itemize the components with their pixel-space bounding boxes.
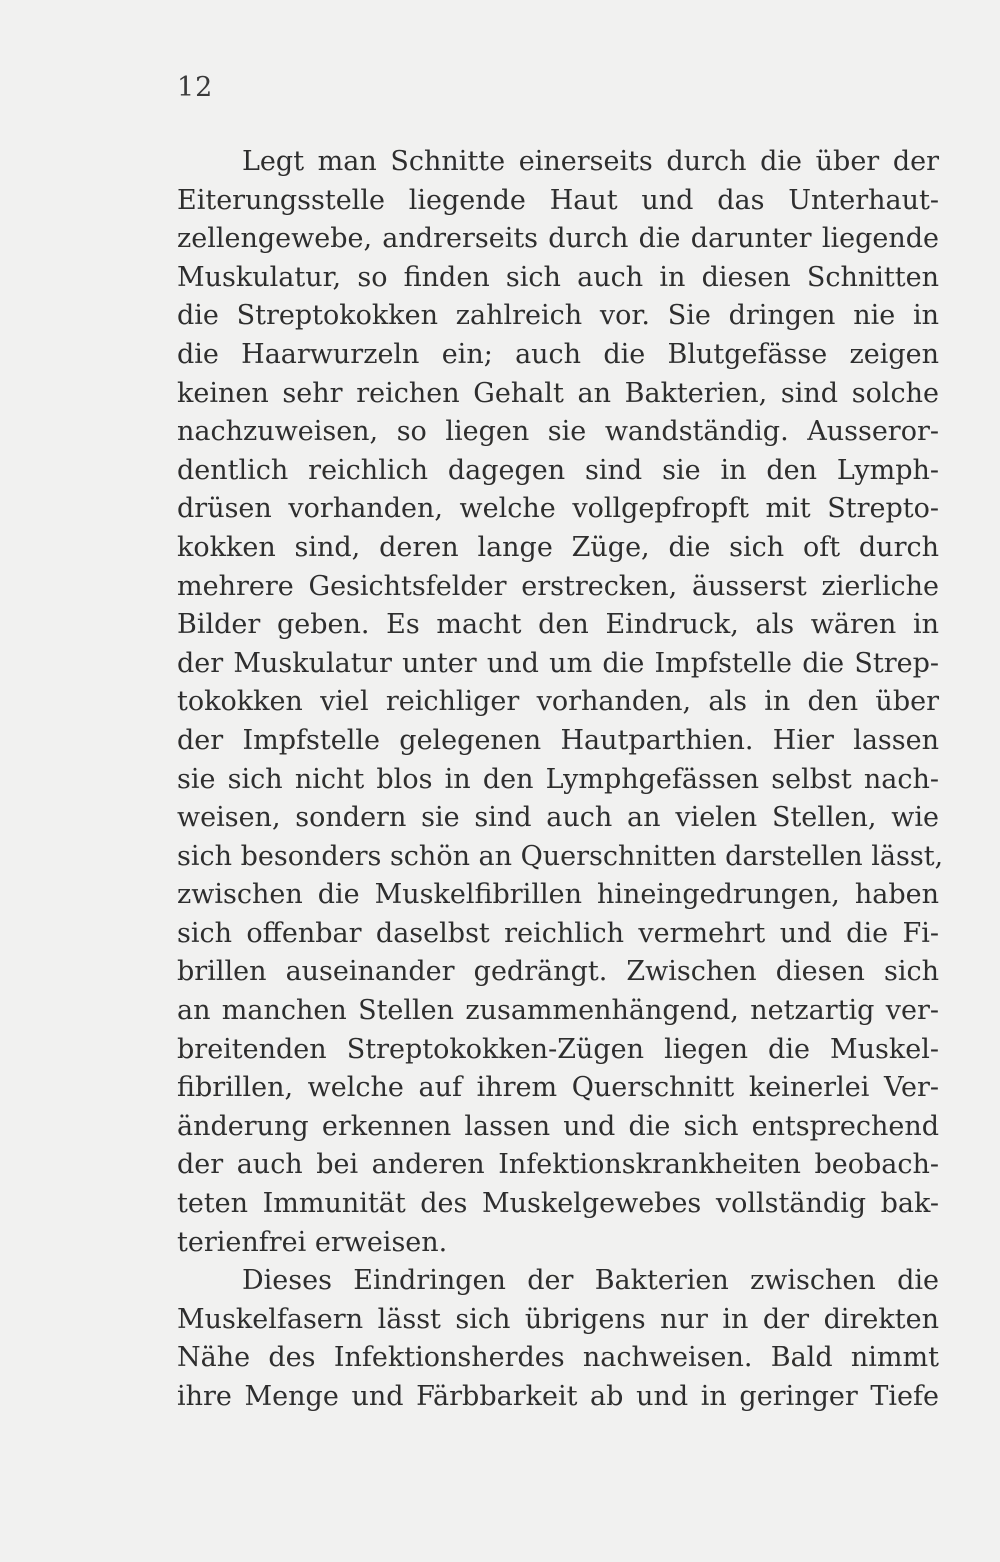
- text-line: drüsen vorhanden, welche vollgepfropft mit Strepto-: [177, 493, 939, 525]
- text-line: die Haarwurzeln ein; auch die Blutgefässe zeigen: [177, 338, 939, 370]
- text-line: sie sich nicht blos in den Lymphgefässen selbst nach-: [177, 763, 939, 795]
- text-line: die Streptokokken zahlreich vor. Sie dringen nie in: [177, 300, 939, 332]
- text-line: sich offenbar daselbst reichlich vermehrt und die Fi-: [177, 917, 939, 949]
- text-line: weisen, sondern sie sind auch an vielen Stellen, wie: [177, 802, 939, 834]
- page-number: 12: [177, 72, 214, 103]
- text-line: Eiterungsstelle liegende Haut und das Unterhaut-: [177, 184, 939, 216]
- text-line: Bilder geben. Es macht den Eindruck, als wären in: [177, 609, 939, 641]
- text-line: ihre Menge und Färbbarkeit ab und in geringer Tiefe: [177, 1381, 939, 1412]
- text-line: an manchen Stellen zusammenhängend, netzartig ver-: [177, 995, 939, 1027]
- text-line: tokokken viel reichliger vorhanden, als in den über: [177, 686, 939, 718]
- body-text: [177, 143, 944, 1417]
- text-line: sich besonders schön an Querschnitten darstellen lässt,: [177, 840, 944, 872]
- text-line: dentlich reichlich dagegen sind sie in den Lymph-: [177, 454, 939, 486]
- text-line: der Muskulatur unter und um die Impfstelle die Strep-: [177, 647, 939, 679]
- text-line: Nähe des Infektionsherdes nachweisen. Bald nimmt: [177, 1342, 939, 1374]
- text-line: brillen auseinander gedrängt. Zwischen diesen sich: [177, 956, 939, 988]
- text-line: mehrere Gesichtsfelder erstrecken, äusserst zierliche: [177, 570, 939, 602]
- text-line: kokken sind, deren lange Züge, die sich oft durch: [177, 531, 939, 563]
- text-line: terienfrei erweisen.: [177, 1226, 448, 1258]
- text-line: nachzuweisen, so liegen sie wandständig. Ausseror-: [177, 416, 939, 448]
- text-line: Legt man Schnitte einerseits durch die über der: [242, 146, 939, 177]
- text-line: Muskelfasern lässt sich übrigens nur in der direkten: [177, 1303, 939, 1335]
- text-line: der Impfstelle gelegenen Hautparthien. Hier lassen: [177, 724, 939, 756]
- text-line: keinen sehr reichen Gehalt an Bakterien, sind solche: [177, 377, 939, 409]
- text-line: Muskulatur, so finden sich auch in diesen Schnitten: [177, 261, 939, 293]
- text-line: fibrillen, welche auf ihrem Querschnitt keinerlei Ver-: [177, 1072, 939, 1104]
- text-line: änderung erkennen lassen und die sich entsprechend: [177, 1110, 939, 1142]
- text-line: der auch bei anderen Infektionskrankheiten beobach-: [177, 1149, 939, 1181]
- text-line: Dieses Eindringen der Bakterien zwischen die: [242, 1265, 939, 1297]
- text-line: zellengewebe, andrerseits durch die darunter liegende: [177, 223, 939, 255]
- text-line: teten Immunität des Muskelgewebes vollständig bak-: [177, 1188, 939, 1220]
- text-line: zwischen die Muskelfibrillen hineingedrungen, haben: [177, 879, 939, 911]
- text-line: breitenden Streptokokken-Zügen liegen die Muskel-: [177, 1033, 939, 1065]
